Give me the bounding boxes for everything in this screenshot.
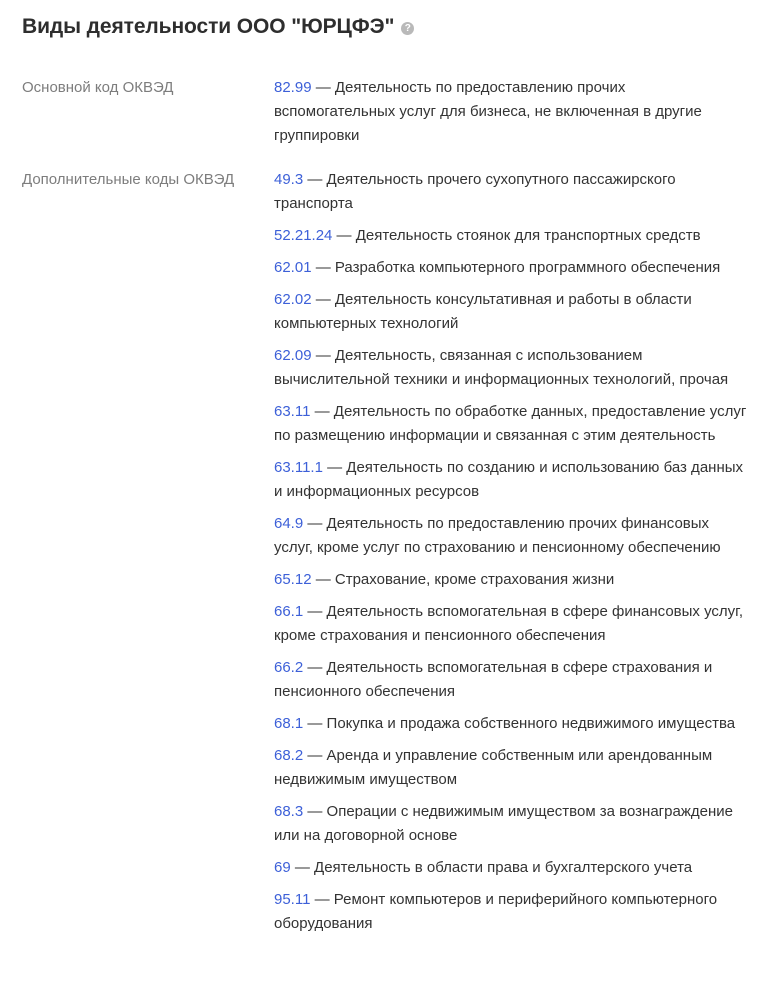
- okved-code-link[interactable]: 66.2: [274, 659, 304, 676]
- okved-code-link[interactable]: 68.3: [274, 803, 304, 820]
- okved-item: [274, 288, 749, 336]
- additional-okved-list: [274, 168, 749, 936]
- okved-dash: —: [303, 515, 327, 532]
- okved-item: [274, 656, 749, 704]
- okved-description: Операции с недвижимым имуществом за вознаграждение или на договорной основе: [274, 803, 733, 844]
- okved-item: [274, 256, 749, 280]
- okved-code-link[interactable]: 95.11: [274, 891, 311, 908]
- okved-item: [274, 856, 749, 880]
- okved-description: Аренда и управление собственным или арендованным недвижимым имуществом: [274, 747, 713, 788]
- okved-code-link[interactable]: 63.11: [274, 403, 311, 420]
- okved-description: Деятельность в области права и бухгалтерского учета: [314, 859, 693, 876]
- okved-dash: —: [311, 291, 335, 308]
- okved-description: Деятельность по предоставлению прочих вспомогательных услуг для бизнеса, не включенная в другие группировки: [274, 79, 702, 144]
- okved-description: Деятельность стоянок для транспортных средств: [355, 227, 701, 244]
- additional-okved-label: Дополнительные коды ОКВЭД: [22, 171, 235, 188]
- okved-dash: —: [311, 571, 335, 588]
- okved-item: [274, 568, 749, 592]
- okved-item: [274, 744, 749, 792]
- okved-code-link[interactable]: 49.3: [274, 171, 304, 188]
- okved-dash: —: [303, 715, 327, 732]
- okved-description: Деятельность по созданию и использованию баз данных и информационных ресурсов: [274, 459, 744, 500]
- okved-description: Разработка компьютерного программного обеспечения: [334, 259, 721, 276]
- okved-item: [274, 224, 749, 248]
- okved-item: [274, 712, 749, 736]
- okved-description: Страхование, кроме страхования жизни: [334, 571, 615, 588]
- okved-item: [274, 400, 749, 448]
- okved-item: [274, 800, 749, 848]
- okved-dash: —: [303, 803, 327, 820]
- okved-item: [274, 168, 749, 216]
- okved-item: [274, 344, 749, 392]
- okved-code-link[interactable]: 62.09: [274, 347, 312, 364]
- primary-okved-label: Основной код ОКВЭД: [22, 79, 174, 96]
- okved-code-link[interactable]: 82.99: [274, 79, 312, 96]
- okved-description: Покупка и продажа собственного недвижимого имущества: [326, 715, 736, 732]
- okved-dash: —: [303, 747, 327, 764]
- okved-dash: —: [311, 259, 335, 276]
- okved-description: Деятельность вспомогательная в сфере страхования и пенсионного обеспечения: [274, 659, 713, 700]
- okved-description: Деятельность, связанная с использованием вычислительной техники и информационных технологий, прочая: [274, 347, 729, 388]
- okved-item: [274, 76, 749, 148]
- primary-okved-section: [22, 76, 749, 148]
- okved-code-link[interactable]: 62.02: [274, 291, 312, 308]
- okved-description: Деятельность консультативная и работы в области компьютерных технологий: [274, 291, 692, 332]
- okved-code-link[interactable]: 62.01: [274, 259, 312, 276]
- help-icon[interactable]: ?: [401, 22, 414, 35]
- page-header: [22, 14, 749, 40]
- okved-dash: —: [303, 659, 327, 676]
- okved-dash: —: [303, 603, 327, 620]
- page-title: Виды деятельности ООО "ЮРЦФЭ": [22, 15, 395, 38]
- okved-code-link[interactable]: 69: [274, 859, 291, 876]
- okved-dash: —: [303, 171, 327, 188]
- primary-okved-list: [274, 76, 749, 148]
- okved-description: Деятельность по обработке данных, предоставление услуг по размещению информации и связанная с этим деятельность: [274, 403, 747, 444]
- additional-okved-section: [22, 168, 749, 936]
- okved-dash: —: [311, 347, 335, 364]
- okved-item: [274, 512, 749, 560]
- okved-code-link[interactable]: 68.1: [274, 715, 304, 732]
- okved-code-link[interactable]: 68.2: [274, 747, 304, 764]
- okved-item: [274, 456, 749, 504]
- okved-code-link[interactable]: 63.11.1: [274, 459, 323, 476]
- okved-description: Деятельность вспомогательная в сфере финансовых услуг, кроме страхования и пенсионного обеспечения: [274, 603, 743, 644]
- okved-dash: —: [322, 459, 347, 476]
- okved-code-link[interactable]: 66.1: [274, 603, 304, 620]
- okved-dash: —: [311, 79, 335, 96]
- okved-code-link[interactable]: 65.12: [274, 571, 312, 588]
- okved-item: [274, 888, 749, 936]
- okved-code-link[interactable]: 52.21.24: [274, 227, 333, 244]
- okved-description: Ремонт компьютеров и периферийного компьютерного оборудования: [274, 891, 718, 932]
- okved-item: [274, 600, 749, 648]
- okved-dash: —: [290, 859, 315, 876]
- okved-dash: —: [310, 403, 334, 420]
- okved-code-link[interactable]: 64.9: [274, 515, 304, 532]
- okved-dash: —: [332, 227, 356, 244]
- okved-description: Деятельность по предоставлению прочих финансовых услуг, кроме услуг по страхованию и пенсионному обеспечению: [274, 515, 721, 556]
- okved-dash: —: [310, 891, 334, 908]
- okved-description: Деятельность прочего сухопутного пассажирского транспорта: [274, 171, 676, 212]
